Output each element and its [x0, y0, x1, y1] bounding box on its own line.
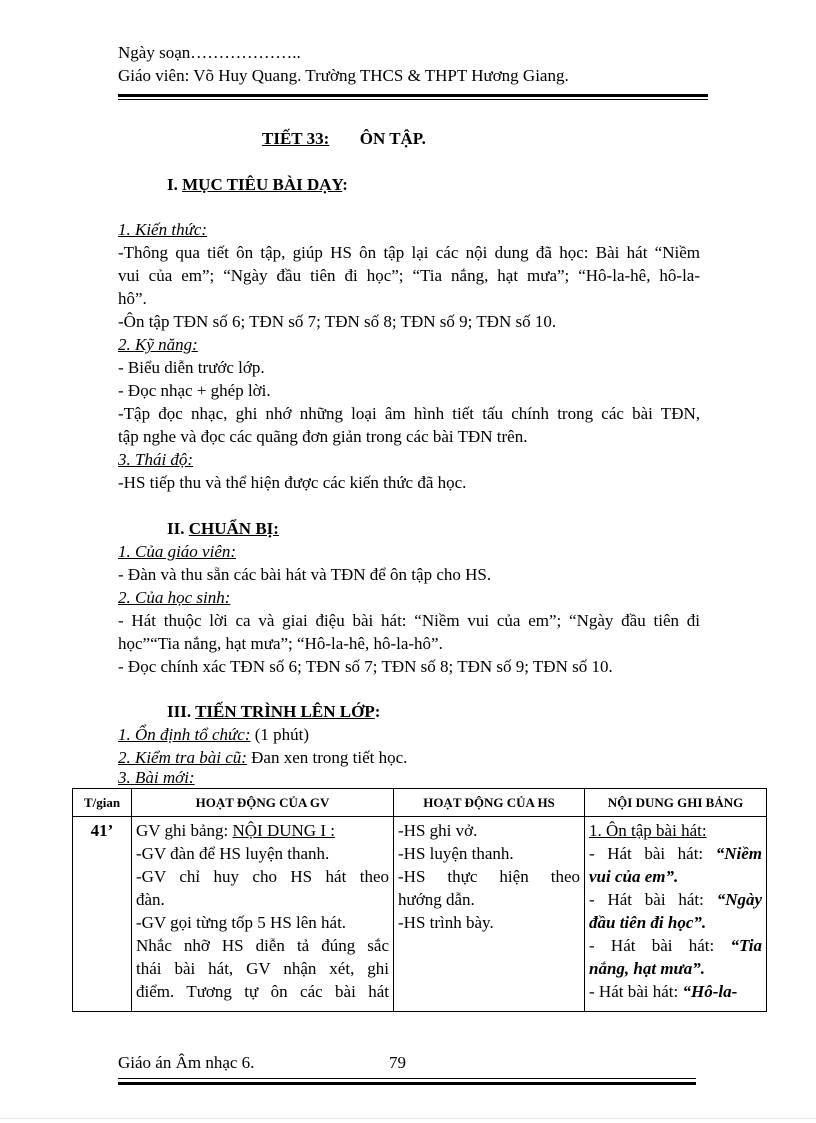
hs-line-3: -HS thực hiện theo — [398, 867, 580, 886]
lesson-plan-table — [72, 788, 767, 1012]
content-song2-a: - Hát bài hát: “Ngày — [589, 890, 763, 909]
kynang-line-4: tập nghe và đọc các quãng đơn giản trong các bài TĐN trên. — [118, 427, 528, 446]
col-header-time: T/gian — [73, 789, 132, 817]
content-song1-a: - Hát bài hát: “Niềm — [589, 844, 762, 863]
hs-line-1: -HS ghi vở. — [398, 821, 478, 840]
page-edge — [0, 1118, 816, 1119]
board-content-cell — [585, 817, 767, 1012]
footer-rule-thin — [118, 1078, 696, 1079]
gv-line-6: thái bài hát, GV nhận xét, ghi — [136, 959, 389, 978]
gv-line-7: điểm. Tương tự ôn các bài hát — [136, 982, 389, 1001]
col-header-hs: HOẠT ĐỘNG CỦA HS — [394, 789, 585, 817]
footer-book: Giáo án Âm nhạc 6. — [118, 1053, 255, 1072]
item3-label: 3. Bài mới: — [118, 768, 195, 787]
kynang-line-2: - Đọc nhạc + ghép lời. — [118, 381, 271, 400]
gv-line-4: -GV gọi từng tốp 5 HS lên hát. — [136, 913, 347, 932]
hs-line-4: hướng dẫn. — [398, 890, 475, 909]
col-header-content: NỘI DUNG GHI BẢNG — [585, 789, 767, 817]
teacher-line: Giáo viên: Võ Huy Quang. Trường THCS & THPT Hương Giang. — [118, 66, 569, 85]
kienthuc-label: 1. Kiến thức: — [118, 220, 208, 239]
kynang-label: 2. Kỹ năng: — [118, 335, 198, 354]
header-rule-thick — [118, 94, 708, 97]
gv-activity-cell — [132, 817, 394, 1012]
kynang-line-1: - Biểu diễn trước lớp. — [118, 358, 265, 377]
thaido-label: 3. Thái độ: — [118, 450, 194, 469]
section3-heading: III. TIẾN TRÌNH LÊN LỚP: — [167, 702, 381, 721]
content-heading: 1. Ôn tập bài hát: — [589, 821, 707, 840]
footer-rule-thick — [118, 1082, 696, 1085]
hs-line-2: -HS luyện thanh. — [398, 844, 514, 863]
gv-line-1: -GV đàn để HS luyện thanh. — [136, 844, 330, 863]
hs-prep-line-2: học”“Tia nắng, hạt mưa”; “Hô-la-hê, hô-la-hô”. — [118, 634, 443, 653]
item2: 2. Kiểm tra bài cũ: Đan xen trong tiết học. — [118, 748, 408, 767]
hs-activity-cell — [394, 817, 585, 1012]
time-cell: 41’ — [73, 817, 132, 1012]
lesson-heading — [262, 127, 426, 150]
content-song4-a: - Hát bài hát: “Hô-la- — [589, 982, 738, 1001]
kienthuc-line-3: hô”. — [118, 289, 147, 308]
content-song3-a: - Hát bài hát: “Tia — [589, 936, 763, 955]
col-header-gv: HOẠT ĐỘNG CỦA GV — [132, 789, 394, 817]
section2-heading: II. CHUẨN BỊ: — [167, 519, 279, 538]
kynang-line-3: -Tập đọc nhạc, ghi nhớ những loại âm hình tiết tấu chính trong các bài TĐN, — [118, 404, 700, 423]
table-row — [73, 817, 767, 1012]
kienthuc-line-1: -Thông qua tiết ôn tập, giúp HS ôn tập lại các nội dung đã học: Bài hát “Niềm — [118, 243, 700, 262]
section1-heading: I. MỤC TIÊU BÀI DẠY: — [167, 175, 348, 194]
item1: 1. Ổn định tổ chức: (1 phút) — [118, 725, 310, 744]
gv-line-3: đàn. — [136, 890, 165, 909]
gv-line-5: Nhắc nhỡ HS diễn tả đúng sắc — [136, 936, 389, 955]
header-rule-thin — [118, 99, 708, 100]
gv-line-2: -GV chỉ huy cho HS hát theo — [136, 867, 389, 886]
lesson-tiet: TIẾT 33: — [262, 129, 330, 148]
date-line: Ngày soạn……………….. — [118, 43, 301, 62]
footer-page-number: 79 — [389, 1053, 406, 1072]
hs-prep-label: 2. Của học sinh: — [118, 588, 231, 607]
content-song2-b: đầu tiên đi học”. — [589, 913, 707, 932]
table-header-row — [73, 789, 767, 817]
hs-line-5: -HS trình bày. — [398, 913, 494, 932]
kienthuc-line-2: vui của em”; “Ngày đầu tiên đi học”; “Tia nắng, hạt mưa”; “Hô-la-hê, hô-la- — [118, 266, 700, 285]
gv-prep-line-1: - Đàn và thu sẵn các bài hát và TĐN để ôn tập cho HS. — [118, 565, 492, 584]
hs-prep-line-1: - Hát thuộc lời ca và giai điệu bài hát: “Niềm vui của em”; “Ngày đầu tiên đi — [118, 611, 700, 630]
lesson-title: ÔN TẬP. — [359, 129, 426, 148]
hs-prep-line-3: - Đọc chính xác TĐN số 6; TĐN số 7; TĐN số 8; TĐN số 9; TĐN số 10. — [118, 657, 613, 676]
gv-prep-label: 1. Của giáo viên: — [118, 542, 237, 561]
thaido-line-1: -HS tiếp thu và thể hiện được các kiến thức đã học. — [118, 473, 467, 492]
content-song1-b: vui của em”. — [589, 867, 679, 886]
content-song3-b: nắng, hạt mưa”. — [589, 959, 705, 978]
gv-line-0: GV ghi bảng: NỘI DUNG I : — [136, 821, 335, 840]
kienthuc-line-4: -Ôn tập TĐN số 6; TĐN số 7; TĐN số 8; TĐN số 9; TĐN số 10. — [118, 312, 557, 331]
